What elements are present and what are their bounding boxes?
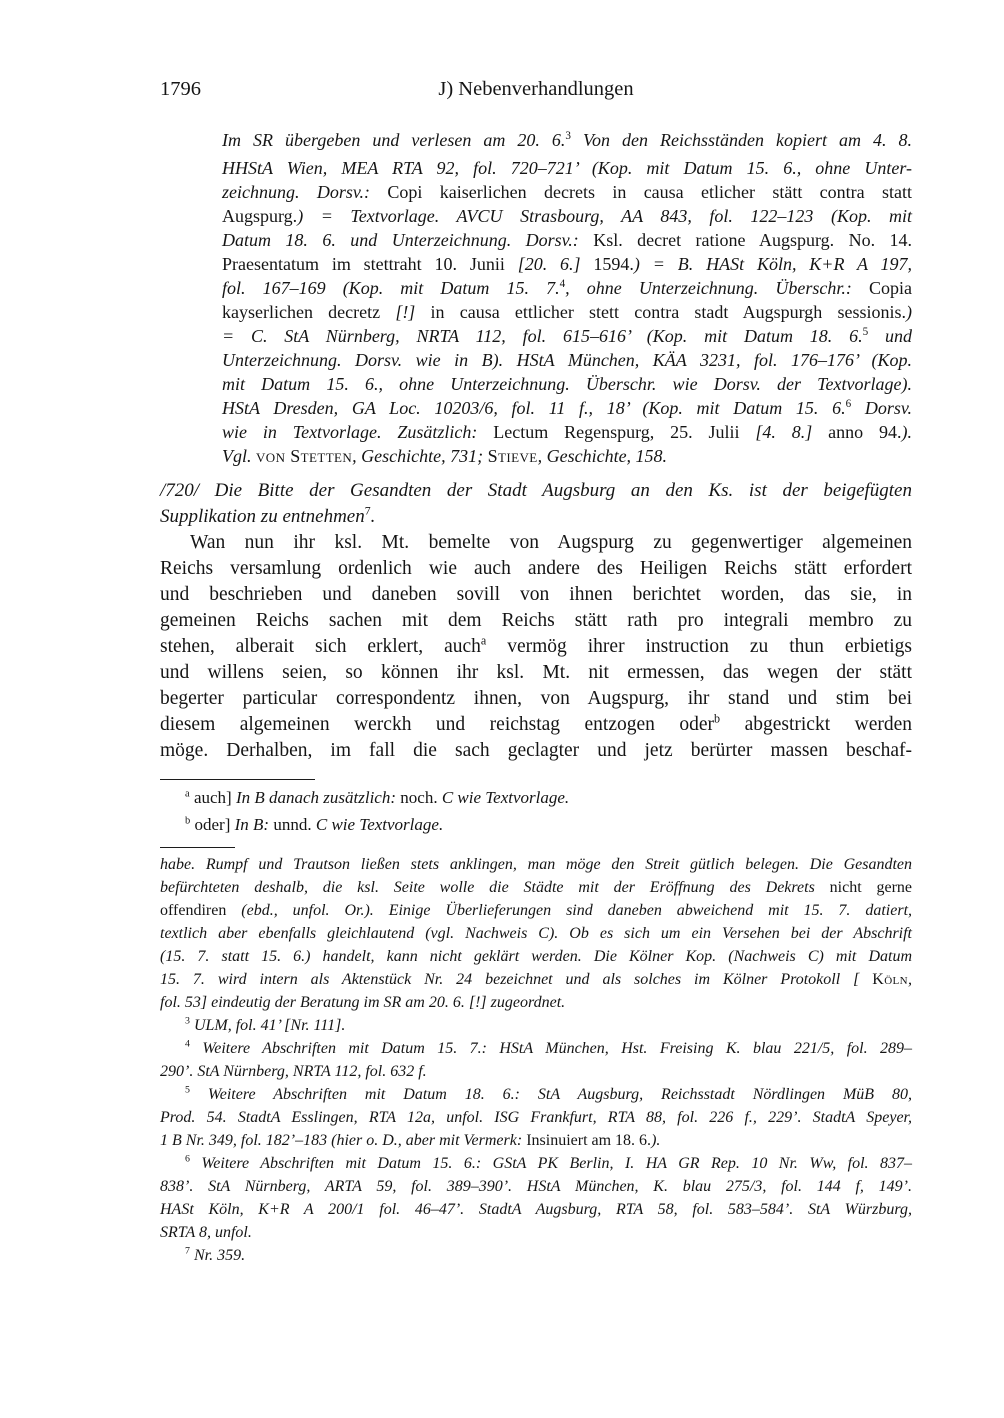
footnote-line: $^5$ Weitere Abschriften mit Datum 18. 6.: StA Augsburg, Reichsstadt Nördlingen MüB 80, — [185, 1084, 912, 1103]
footnote-line: befürchteten deshalb, die ksl. Seite wolle die Städte mit der Eröffnung des Dekrets nicht gerne — [160, 879, 913, 896]
footnote-line: $^7$ Nr. 359. — [185, 1245, 246, 1264]
source-note-line: HHStA Wien, MEA RTA 92, fol. 720–721’ (Kop. mit Datum 15. 6., ohne Unter- — [222, 158, 912, 178]
source-note-line: kayserlichen decretz [!] in causa ettlicher stett contra stadt Augspurgh sessionis.) — [222, 302, 912, 322]
footnote-line: $^6$ Weitere Abschriften mit Datum 15. 6.: GStA PK Berlin, I. HA GR Rep. 10 Nr. Ww, fol. 837– — [185, 1153, 912, 1172]
footnote-line: fol. 53] eindeutig der Beratung im SR am 20. 6. [!] zugeordnet. — [160, 994, 566, 1011]
footnote-line: habe. Rumpf und Trautson ließen stets anklingen, man möge den Streit gütlich belegen. Die Gesandten — [160, 856, 912, 873]
source-note-line: Datum 18. 6. und Unterzeichnung. Dorsv.: Ksl. decret ratione Augspurg. No. 14. — [222, 230, 913, 250]
source-note-line: fol. 167–169 (Kop. mit Datum 15. 7.$^4$, ohne Unterzeichnung. Überschr.: Copia — [222, 278, 912, 298]
source-note-line: Unterzeichnung. Dorsv. wie in B). HStA München, KÄA 3231, fol. 176–176’ (Kop. — [222, 350, 912, 370]
source-note-line: wie in Textvorlage. Zusätzlich: Lectum Regenspurg, 25. Julii [4. 8.] anno 94.). — [222, 422, 912, 442]
source-note-line: Im SR übergeben und verlesen am 20. 6.$^3$ Von den Reichsständen kopiert am 4. 8. — [222, 130, 913, 150]
source-note-line: zeichnung. Dorsv.: Copi kaiserlichen decrets in causa etlicher stätt contra statt — [222, 182, 913, 202]
footnote-line: 290’. StA Nürnberg, NRTA 112, fol. 632 f. — [160, 1063, 427, 1080]
summary-line: /720/ Die Bitte der Gesandten der Stadt Augsburg an den Ks. ist der beigefügten — [160, 480, 912, 501]
source-note-line: mit Datum 15. 6., ohne Unterzeichnung. Überschr. wie Dorsv. der Textvorlage). — [222, 374, 912, 394]
running-head: J) Nebenverhandlungen — [438, 78, 634, 100]
source-note-line: Praesentatum im stettraht 10. Junii [20. 6.] 1594.) = B. HASt Köln, K+R A 197, — [222, 254, 912, 274]
apparatus-note-line: $^a$ auch] In B danach zusätzlich: noch. C wie Textvorlage. — [185, 788, 570, 807]
footnote-line: Prod. 54. StadtA Esslingen, RTA 12a, unfol. ISG Frankfurt, RTA 88, fol. 226 f., 229’. StadtA Speyer, — [160, 1109, 912, 1126]
source-note-line: Vgl. von Stetten, Geschichte, 731; Stieve, Geschichte, 158. — [222, 446, 668, 466]
footnote-line: 15. 7. wird intern als Aktenstück Nr. 24 bezeichnet und als solches im Kölner Protokoll [ Köln, — [160, 971, 912, 988]
summary-line: Supplikation zu entnehmen$^7$. — [160, 504, 376, 527]
page-number: 1796 — [160, 78, 201, 100]
footnote-line: (15. 7. statt 15. 6.) handelt, kann nicht geklärt werden. Die Kölner Kop. (Nachweis C) mit Datum — [160, 948, 912, 965]
body-text-line: Wan nun ihr ksl. Mt. bemelte von Augspurg zu gegenwertiger algemeinen — [190, 532, 912, 553]
footnote-line: 838’. StA Nürnberg, ARTA 59, fol. 389–390’. HStA München, K. blau 275/3, fol. 144 f, 149’. — [160, 1178, 912, 1195]
footnote-line: 1 B Nr. 349, fol. 182’–183 (hier o. D., aber mit Vermerk: Insinuiert am 18. 6.). — [160, 1132, 661, 1149]
body-text-line: stehen, alberait sich erklert, auch$^a$ vermög ihrer instruction zu thun erbietigs — [160, 633, 912, 657]
page-header — [160, 78, 912, 102]
text-column — [160, 78, 912, 1267]
footnote-rule — [160, 847, 235, 848]
body-text-line: gemeinen Reichs sachen mit dem Reichs stätt rath pro integrali membro zu — [160, 610, 912, 631]
footnote-line: $^4$ Weitere Abschriften mit Datum 15. 7.: HStA München, Hst. Freising K. blau 221/5, fol. 289– — [185, 1038, 912, 1057]
body-text-line: möge. Derhalben, im fall die sach geclagter und jetz berürter massen beschaf- — [160, 740, 912, 761]
footnote-line: textlich aber ebenfalls gleichlautend (vgl. Nachweis C). Ob es sich um ein Versehen bei der Abschrift — [160, 925, 912, 942]
body-text-line: diesem algemeinen werckh und reichstag entzogen oder$^b$ abgestrickt werden — [160, 711, 912, 735]
footnote-line: SRTA 8, unfol. — [160, 1224, 252, 1241]
apparatus-note-line: $^b$ oder] In B: unnd. C wie Textvorlage. — [185, 815, 444, 834]
source-note-line: = C. StA Nürnberg, NRTA 112, fol. 615–616’ (Kop. mit Datum 18. 6.$^5$ und — [222, 326, 913, 346]
body-text-line: und beschrieben und daneben sovill von ihnen berichtet worden, das sie, in — [160, 584, 912, 605]
document-body — [160, 128, 912, 1267]
source-note-line: HStA Dresden, GA Loc. 10203/6, fol. 11 f., 18’ (Kop. mit Datum 15. 6.$^6$ Dorsv. — [222, 398, 912, 418]
body-text-line: Reichs versamlung ordenlich wie auch andere des Heiligen Reichs stätt erfordert — [160, 558, 912, 579]
source-note-line: Augspurg.) = Textvorlage. AVCU Strasbourg, AA 843, fol. 122–123 (Kop. mit — [222, 206, 912, 226]
body-text-line: und willens seien, so können ihr ksl. Mt. nit ermessen, das wegen der stätt — [160, 662, 912, 683]
apparatus-rule — [160, 779, 315, 780]
footnote-line: offendiren (ebd., unfol. Or.). Einige Überlieferungen sind daneben abweichend mit 15. 7. datiert, — [160, 902, 913, 919]
footnote-line: HASt Köln, K+R A 200/1 fol. 46–47’. StadtA Augsburg, RTA 58, fol. 583–584’. StA Würzburg, — [160, 1201, 912, 1218]
body-text-line: begerter particular correspondentz ihnen, von Augspurg, ihr stand und stim bei — [160, 688, 912, 709]
footnote-line: $^3$ ULM, fol. 41’ [Nr. 111]. — [185, 1015, 346, 1034]
